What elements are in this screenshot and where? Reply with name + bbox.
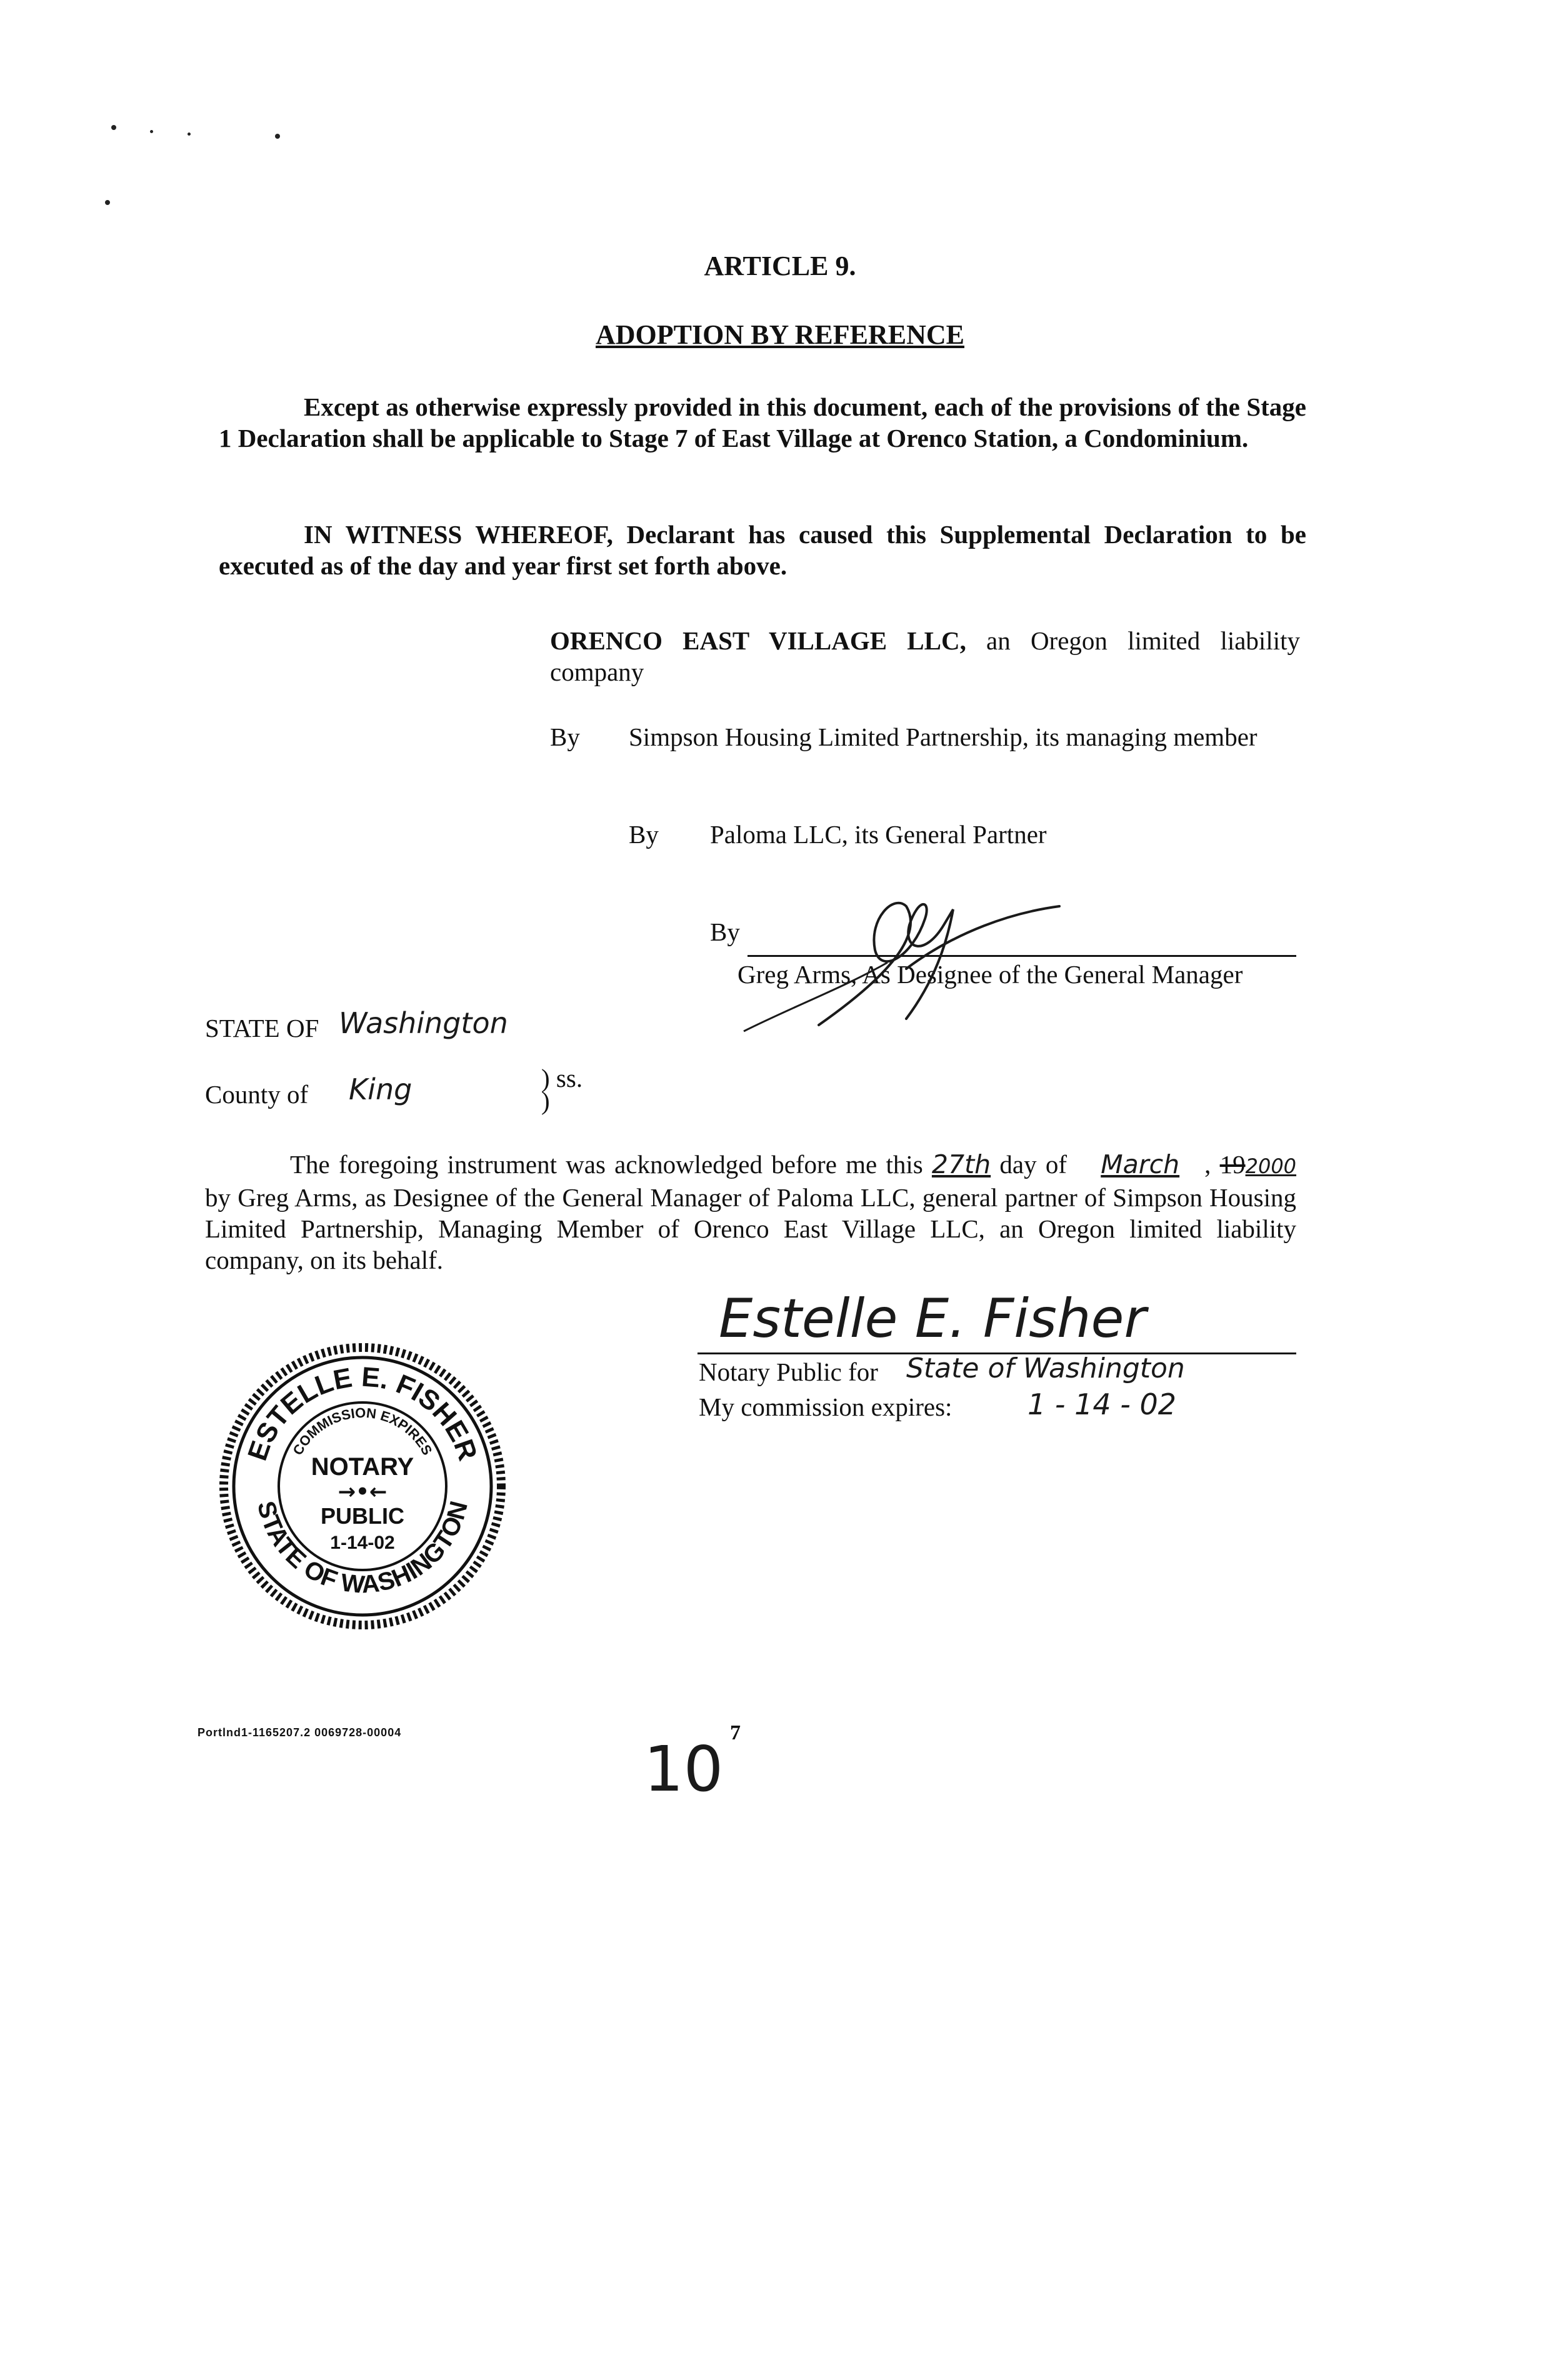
article-number: ARTICLE 9.	[704, 251, 856, 281]
witness-paragraph	[219, 519, 1306, 581]
notary-expires-label: My commission expires:	[699, 1392, 952, 1421]
notary-public-for-value: State of Washington	[906, 1352, 1185, 1384]
ack-part2: day of	[999, 1150, 1067, 1179]
venue-state-value: Washington	[339, 1006, 508, 1040]
footer-page-number: 7	[730, 1721, 741, 1744]
acknowledgment-paragraph: The foregoing instrument was acknowledged before me this 27th day of March , 192000 by Greg Arms, as Designee of the General Manager of Paloma LLC, general partner of Simpson Housing Limited Partnership, Managing Member of Orenco East Village LLC, an Oregon limited liability company, on its behalf.	[205, 1149, 1297, 1274]
seal-public-text: PUBLIC	[321, 1503, 404, 1529]
footer-handwritten-number: 10	[644, 1732, 724, 1806]
ack-day: 27th	[931, 1149, 991, 1179]
by2-label: By	[629, 820, 659, 849]
venue-county-label: County of	[205, 1080, 309, 1109]
article-paragraph: Except as otherwise expressly provided in this document, each of the provisions of the Stage 1 Declaration shall be applicable to Stage 7 of East Village at Orenco Station, a Condominium.	[219, 392, 1306, 452]
witness-lead: IN WITNESS WHEREOF,	[304, 520, 613, 549]
seal-bottom-text: STATE OF WASHINGTON	[252, 1498, 474, 1599]
seal-date-text: 1-14-02	[330, 1532, 395, 1553]
ack-year-prefix: 19	[1219, 1150, 1246, 1179]
by1-label: By	[550, 722, 580, 751]
notary-expires-value: 1 - 14 - 02	[1028, 1388, 1177, 1421]
notary-signature: Estelle E. Fisher	[719, 1288, 1146, 1350]
article-title: ADOPTION BY REFERENCE	[596, 319, 964, 350]
seal-notary-text: NOTARY	[311, 1453, 414, 1481]
greg-arms-signature	[719, 881, 1069, 1044]
ack-year: 2000	[1245, 1154, 1297, 1178]
svg-text:COMMISSION EXPIRES	[289, 1405, 435, 1458]
by2-text: Paloma LLC, its General Partner	[710, 820, 1047, 849]
seal-arrow-icon: →•←	[338, 1479, 388, 1504]
venue-close-paren: )	[541, 1086, 550, 1115]
ack-part3: by Greg Arms, as Designee of the General Manager of Paloma LLC, general partner of Simpson Housing Limited Partnership, Managing Member of Orenco East Village LLC, an Oregon limited liability company, on its behalf.	[205, 1183, 1296, 1274]
entity-name: ORENCO EAST VILLAGE LLC,	[550, 626, 966, 655]
seal-inner-text: COMMISSION EXPIRES	[289, 1404, 436, 1458]
notary-seal	[219, 1342, 506, 1630]
footer-doc-code: Portlnd1-1165207.2 0069728-00004	[198, 1726, 402, 1739]
entity-desc: an Oregon limited liability company	[550, 626, 1300, 686]
ack-part1: The foregoing instrument was acknowledged before me this	[290, 1150, 923, 1179]
scan-speck	[111, 125, 116, 130]
by3-label: By	[710, 918, 740, 946]
notary-public-for-label: Notary Public for	[699, 1358, 878, 1386]
by1-text: Simpson Housing Limited Partnership, its managing member	[629, 722, 1258, 751]
scan-speck	[188, 132, 191, 136]
ack-month: March	[1101, 1149, 1180, 1179]
witness-text: Declarant has caused this Supplemental Declaration to be executed as of the day and year first set forth above.	[219, 520, 1307, 580]
venue-ss: ) ss.	[541, 1064, 583, 1092]
scan-speck	[150, 130, 153, 133]
scan-speck	[105, 200, 110, 205]
scan-speck	[275, 134, 280, 139]
entity-name-block	[550, 625, 1300, 688]
signer-line-text: Greg Arms, As Designee of the General Manager	[738, 960, 1243, 989]
venue-county-value: King	[349, 1072, 412, 1106]
seal-top-text: ESTELLE E. FISHER	[242, 1361, 483, 1465]
venue-state-label: STATE OF	[205, 1014, 319, 1042]
